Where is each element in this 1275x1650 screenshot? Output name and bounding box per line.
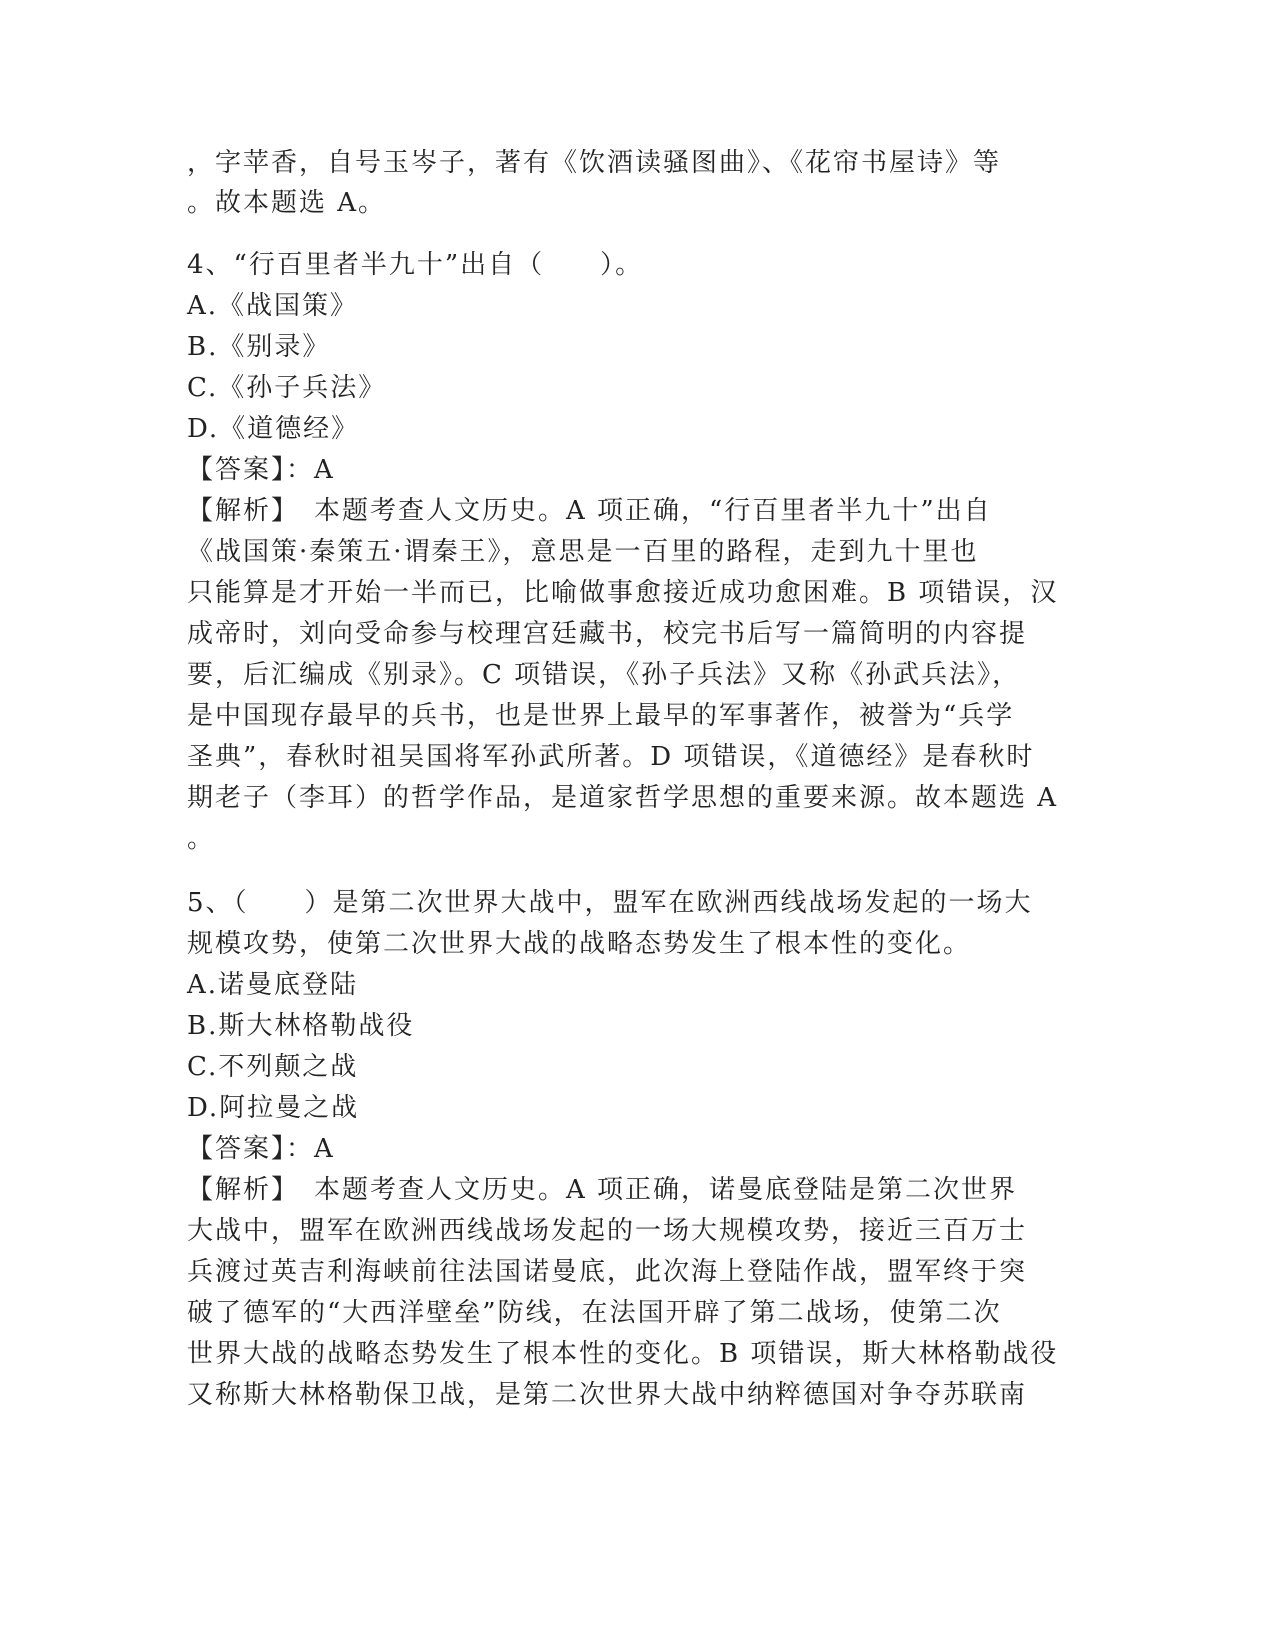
prev-analysis-line: 。故本题选 A。 [187,188,387,218]
question-4-option-b: B.《别录》 [187,332,331,362]
question-5-analysis-line: 世界大战的战略态势发生了根本性的变化。B 项错误，斯大林格勒战役 [187,1339,1059,1369]
question-4-analysis-line: 圣典”，春秋时祖吴国将军孙武所著。D 项错误，《道德经》是春秋时 [187,742,1035,772]
question-5-analysis-line: 【解析】 本题考查人文历史。A 项正确，诺曼底登陆是第二次世界 [187,1175,1018,1205]
question-5-analysis-line: 大战中，盟军在欧洲西线战场发起的一场大规模攻势，接近三百万士 [187,1216,1028,1246]
question-4-option-c: C.《孙子兵法》 [187,373,387,403]
question-4-analysis-line: 成帝时，刘向受命参与校理宫廷藏书，校完书后写一篇简明的内容提 [187,619,1028,649]
question-4-answer: 【答案】：A [187,455,335,485]
question-5-analysis-line: 又称斯大林格勒保卫战，是第二次世界大战中纳粹德国对争夺苏联南 [187,1380,1028,1410]
question-4-analysis-line: 只能算是才开始一半而已，比喻做事愈接近成功愈困难。B 项错误，汉 [187,578,1059,608]
question-4-analysis-line: 要，后汇编成《别录》。C 项错误，《孙子兵法》又称《孙武兵法》， [187,660,1021,690]
question-4-analysis-line: 是中国现存最早的兵书，也是世界上最早的军事著作，被誉为“兵学 [187,701,1015,731]
question-4-analysis-line: 【解析】 本题考查人文历史。A 项正确，“行百里者半九十”出自 [187,496,992,526]
question-4-analysis-line: 期老子（李耳）的哲学作品，是道家哲学思想的重要来源。故本题选 A [187,783,1059,813]
question-5-stem-line: 5、（ ）是第二次世界大战中，盟军在欧洲西线战场发起的一场大 [187,888,1033,918]
question-5-answer: 【答案】：A [187,1134,335,1164]
question-4-option-a: A.《战国策》 [187,291,359,321]
question-5-option-a: A.诺曼底登陆 [187,970,359,1000]
question-5-stem-line: 规模攻势，使第二次世界大战的战略态势发生了根本性的变化。 [187,929,972,959]
question-5-option-b: B.斯大林格勒战役 [187,1011,415,1041]
question-4-option-d: D.《道德经》 [187,414,360,444]
question-4-stem: 4、“行百里者半九十”出自（ ）。 [187,250,644,280]
question-5-analysis-line: 破了德军的“大西洋壁垒”防线，在法国开辟了第二战场，使第二次 [187,1298,1002,1328]
question-4-analysis-line: 。 [187,824,216,854]
question-5-analysis-line: 兵渡过英吉利海峡前往法国诺曼底，此次海上登陆作战，盟军终于突 [187,1257,1028,1287]
question-5-option-d: D.阿拉曼之战 [187,1093,360,1123]
prev-analysis-line: ，字苹香，自号玉岑子，著有《饮酒读骚图曲》、《花帘书屋诗》等 [187,148,1002,178]
question-5-option-c: C.不列颠之战 [187,1052,359,1082]
question-4-analysis-line: 《战国策·秦策五·谓秦王》，意思是一百里的路程，走到九十里也 [187,537,979,567]
